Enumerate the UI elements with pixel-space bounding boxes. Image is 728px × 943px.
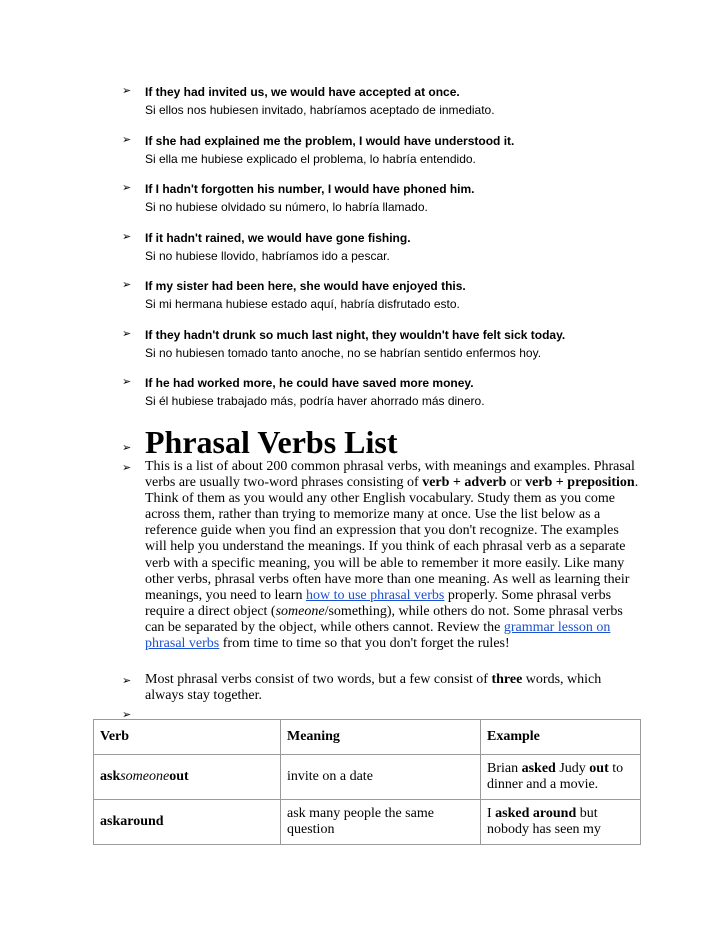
spanish-translation: Si no hubiese llovido, habríamos ido a pescar. bbox=[145, 248, 390, 263]
table-header-row bbox=[94, 720, 641, 755]
list-item bbox=[122, 375, 682, 424]
table-row bbox=[94, 755, 641, 800]
how-to-use-phrasal-verbs-link[interactable]: how to use phrasal verbs bbox=[305, 587, 445, 603]
list-item bbox=[122, 133, 682, 182]
arrow-bullet-icon: ➢ bbox=[122, 674, 132, 687]
arrow-bullet-icon: ➢ bbox=[122, 229, 132, 243]
example-text: Judy bbox=[555, 761, 590, 776]
verb-object: someone bbox=[120, 769, 170, 784]
verb-cell bbox=[94, 755, 281, 800]
english-sentence: If I hadn't forgotten his number, I would have phoned him. bbox=[145, 182, 475, 196]
english-sentence: If she had explained me the problem, I would have understood it. bbox=[145, 133, 515, 148]
intro-paragraph bbox=[145, 459, 640, 652]
arrow-bullet-icon: ➢ bbox=[122, 441, 132, 454]
meaning-cell: invite on a date bbox=[281, 755, 481, 800]
intro-bold-term: verb + adverb bbox=[422, 475, 507, 491]
arrow-bullet-icon: ➢ bbox=[122, 375, 132, 388]
spanish-translation: Si ellos nos hubiesen invitado, habríamos aceptado de inmediato. bbox=[145, 103, 495, 117]
spanish-translation: Si mi hermana hubiese estado aquí, habría disfrutado esto. bbox=[145, 297, 460, 311]
english-sentence: If they had invited us, we would have accepted at once. bbox=[145, 85, 460, 99]
example-bold: asked around bbox=[495, 806, 577, 821]
arrow-bullet-icon: ➢ bbox=[122, 278, 132, 291]
spanish-translation: Si él hubiese trabajado más, podría haver ahorrado más dinero. bbox=[145, 394, 485, 408]
example-cell bbox=[481, 755, 641, 800]
intro-bold-term: verb + preposition bbox=[525, 475, 635, 491]
list-item bbox=[122, 278, 682, 327]
english-sentence: If he had worked more, he could have saved more money. bbox=[145, 376, 474, 390]
spanish-translation: Si no hubiesen tomado tanto anoche, no se habrían sentido enfermos hoy. bbox=[145, 345, 542, 360]
intro-paragraph-item bbox=[122, 459, 642, 652]
english-sentence: If they hadn't drunk so much last night, they wouldn't have felt sick today. bbox=[145, 327, 566, 342]
example-text: Brian bbox=[487, 761, 522, 776]
column-header-verb: Verb bbox=[94, 720, 281, 755]
example-text: but nobody has seen my bbox=[487, 806, 601, 837]
paragraph-text: Most phrasal verbs consist of two words, but a few consist of bbox=[145, 672, 492, 687]
table-row bbox=[94, 800, 641, 845]
arrow-bullet-icon: ➢ bbox=[122, 181, 132, 194]
list-item bbox=[122, 181, 682, 230]
phrasal-verbs-table bbox=[93, 719, 641, 845]
verb-particle: around bbox=[120, 814, 164, 829]
english-sentence: If it hadn't rained, we would have gone fishing. bbox=[145, 230, 411, 245]
intro-italic-term: someone bbox=[275, 603, 325, 619]
verb-cell bbox=[94, 800, 281, 845]
spanish-translation: Si no hubiese olvidado su número, lo habría llamado. bbox=[145, 200, 428, 214]
example-text: I bbox=[487, 806, 496, 821]
intro-text: or bbox=[506, 475, 526, 491]
intro-text: This is a list of about 200 common phrasal verbs, with meanings and examples. Phrasal verbs are usually two-word phrases consisting of bbox=[145, 459, 635, 491]
arrow-bullet-icon: ➢ bbox=[122, 708, 132, 721]
column-header-meaning: Meaning bbox=[281, 720, 481, 755]
list-item bbox=[122, 327, 682, 376]
page-title: Phrasal Verbs List bbox=[145, 424, 398, 460]
verb-particle: out bbox=[169, 769, 189, 784]
paragraph-text: words, which always stay together. bbox=[145, 672, 602, 704]
spanish-translation: Si ella me hubiese explicado el problema, lo habría entendido. bbox=[145, 151, 476, 166]
paragraph-bold-term: three bbox=[491, 672, 523, 687]
three-word-paragraph bbox=[145, 672, 640, 704]
verb-part: ask bbox=[100, 814, 121, 829]
column-header-example: Example bbox=[481, 720, 641, 755]
arrow-bullet-icon: ➢ bbox=[122, 461, 132, 474]
example-bold: out bbox=[589, 761, 609, 776]
arrow-bullet-icon: ➢ bbox=[122, 84, 132, 97]
example-bold: asked bbox=[521, 761, 556, 776]
arrow-bullet-icon: ➢ bbox=[122, 326, 132, 340]
arrow-bullet-icon: ➢ bbox=[122, 132, 132, 146]
grammar-lesson-link[interactable]: grammar lesson on phrasal verbs bbox=[145, 619, 611, 652]
list-item bbox=[122, 230, 682, 279]
example-text: to dinner and a movie. bbox=[487, 761, 624, 792]
conditional-examples-list bbox=[122, 84, 682, 424]
example-cell bbox=[481, 800, 641, 845]
intro-text: from time to time so that you don't forget the rules! bbox=[219, 636, 510, 652]
meaning-cell: ask many people the same question bbox=[281, 800, 481, 845]
intro-text: properly. Some phrasal verbs require a direct object ( bbox=[145, 587, 612, 619]
english-sentence: If my sister had been here, she would have enjoyed this. bbox=[145, 279, 466, 293]
three-word-paragraph-item bbox=[122, 672, 642, 704]
list-item bbox=[122, 84, 682, 133]
intro-text: /something), while others do not. Some phrasal verbs can be separated by the object, while others cannot. Review the bbox=[145, 603, 623, 635]
verb-part: ask bbox=[100, 769, 121, 784]
intro-text: . Think of them as you would any other English vocabulary. Study them as you come across them, rather than trying to memorize many at once. Use the list below as a reference guide when you find an expression that you don't recognize. The examples will help you understand the meanings. If you think of each phrasal verb as a separate verb with a specific meaning, you will be able to remember it more easily. Like many other verbs, phrasal verbs often have more than one meaning. As well as learning their meanings, you need to learn bbox=[145, 475, 639, 603]
